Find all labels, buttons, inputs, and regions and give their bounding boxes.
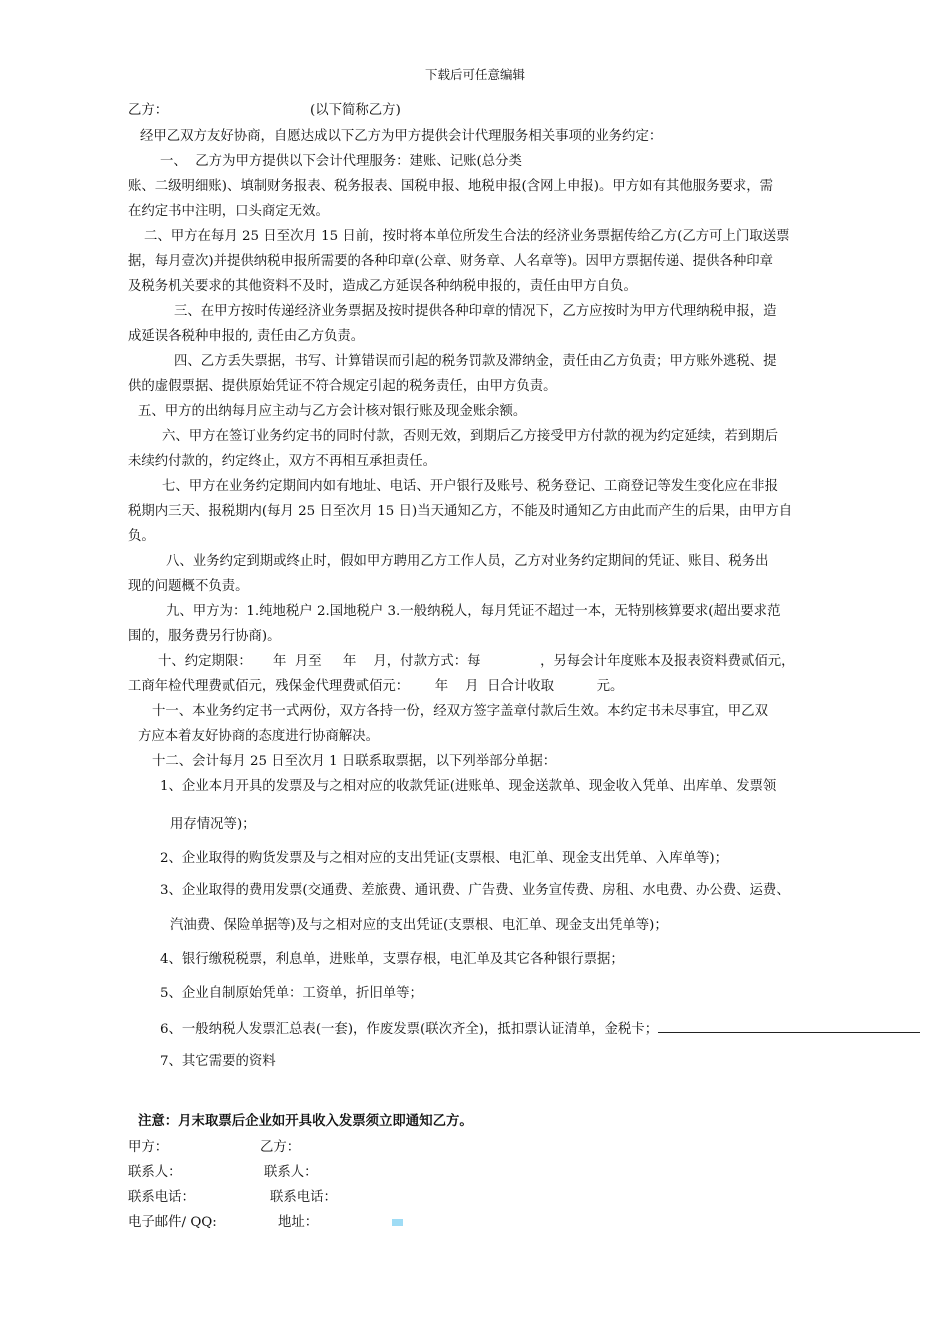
- notice: 注意：月末取票后企业如开具收入发票须立即通知乙方。: [138, 1113, 473, 1129]
- address-b-label: 地址：: [278, 1215, 319, 1230]
- page-header: 下载后可任意编辑: [424, 67, 525, 82]
- list-item: 汽油费、保险单据等)及与之相对应的支出凭证(支票根、电汇单、现金支出凭单等)；: [170, 918, 668, 933]
- fill-in-blank-line: [658, 1019, 920, 1033]
- clause-line: 供的虚假票据、提供原始凭证不符合规定引起的税务责任，由甲方负责。: [128, 379, 557, 394]
- clause-line: 成延误各税种申报的, 责任由乙方负责。: [128, 329, 365, 344]
- clause-line: 七、甲方在业务约定期间内如有地址、电话、开户银行及账号、税务登记、工商登记等发生变化应在非报: [162, 479, 778, 494]
- clause-line: 八、业务约定到期或终止时，假如甲方聘用乙方工作人员，乙方对业务约定期间的凭证、账目、税务出: [166, 554, 769, 569]
- contact-b-label: 联系人：: [264, 1165, 318, 1180]
- clause-line: 三、在甲方按时传递经济业务票据及按时提供各种印章的情况下，乙方应按时为甲方代理纳税申报，造: [174, 304, 777, 319]
- clause-line: 五、甲方的出纳每月应主动与乙方会计核对银行账及现金账余额。: [138, 404, 527, 419]
- intro-paragraph: 经甲乙双方友好协商，自愿达成以下乙方为甲方提供会计代理服务相关事项的业务约定：: [140, 129, 663, 144]
- clause-line: 九、甲方为：1.纯地税户 2.国地税户 3.一般纳税人，每月凭证不超过一本，无特别核算要求(超出要求范: [166, 604, 781, 619]
- contact-a-label: 联系人：: [128, 1165, 182, 1180]
- party-b-label: 乙方：: [128, 103, 169, 118]
- list-item: 3、企业取得的费用发票(交通费、差旅费、通讯费、广告费、业务宣传费、房租、水电费、办公费、运费、: [160, 883, 790, 898]
- clause-line: 现的问题概不负责。: [128, 579, 249, 594]
- list-item: 5、企业自制原始凭单：工资单，折旧单等；: [160, 986, 423, 1001]
- clause-line: 一、 乙方为甲方提供以下会计代理服务：建账、记账(总分类: [160, 154, 522, 169]
- clause-line: 围的，服务费另行协商)。: [128, 629, 281, 644]
- clause-line: 负。: [128, 529, 155, 544]
- party-a-label: 甲方：: [128, 1140, 169, 1155]
- list-item: 4、银行缴税税票，利息单，进账单，支票存根，电汇单及其它各种银行票据；: [160, 952, 624, 967]
- highlight-marker: [392, 1219, 403, 1226]
- list-item: 用存情况等)；: [170, 817, 256, 832]
- clause-line: 四、乙方丢失票据，书写、计算错误而引起的税务罚款及滞纳金，责任由乙方负责；甲方账外逃税、提: [174, 354, 777, 369]
- clause-line: 据，每月壹次)并提供纳税申报所需要的各种印章(公章、财务章、人名章等)。因甲方票据传递、提供各种印章: [128, 254, 774, 269]
- phone-b-label: 联系电话：: [270, 1190, 337, 1205]
- clause-line: 二、甲方在每月 25 日至次月 15 日前，按时将本单位所发生合法的经济业务票据传给乙方(乙方可上门取送票: [144, 229, 790, 244]
- party-b-sign-label: 乙方：: [260, 1140, 301, 1155]
- clause-line: 及税务机关要求的其他资料不及时，造成乙方延误各种纳税申报的，责任由甲方自负。: [128, 279, 637, 294]
- clause-line: 工商年检代理费贰佰元，残保金代理费贰佰元： 年 月 日合计收取 元。: [128, 679, 624, 694]
- clause-line: 十一、本业务约定书一式两份，双方各持一份，经双方签字盖章付款后生效。本约定书未尽事宜，甲乙双: [152, 704, 768, 719]
- list-item: 7、其它需要的资料: [160, 1054, 276, 1069]
- list-item: 2、企业取得的购货发票及与之相对应的支出凭证(支票根、电汇单、现金支出凭单、入库单等)；: [160, 851, 728, 866]
- clause-line: 账、二级明细账)、填制财务报表、税务报表、国税申报、地税申报(含网上申报)。甲方如有其他服务要求，需: [128, 179, 774, 194]
- clause-line: 未续约付款的，约定终止，双方不再相互承担责任。: [128, 454, 436, 469]
- clause-line: 税期内三天、报税期内(每月 25 日至次月 15 日)当天通知乙方，不能及时通知乙方由此而产生的后果，由甲方自: [128, 504, 793, 519]
- list-item: 1、企业本月开具的发票及与之相对应的收款凭证(进账单、现金送款单、现金收入凭单、出库单、发票领: [160, 779, 777, 794]
- phone-a-label: 联系电话：: [128, 1190, 195, 1205]
- list-item: [160, 1019, 920, 1038]
- clause-line: 方应本着友好协商的态度进行协商解决。: [138, 729, 380, 744]
- party-b-note: (以下简称乙方): [310, 103, 401, 118]
- clause-line: 六、甲方在签订业务约定书的同时付款，否则无效，到期后乙方接受甲方付款的视为约定延续，若到期后: [162, 429, 778, 444]
- email-a-label: 电子邮件/ QQ:: [128, 1215, 217, 1230]
- list-item-text: 6、一般纳税人发票汇总表(一套)，作废发票(联次齐全)，抵扣票认证清单，金税卡；: [160, 1022, 659, 1037]
- clause-line: 在约定书中注明，口头商定无效。: [128, 204, 329, 219]
- clause-line: 十、约定期限： 年 月至 年 月，付款方式：每 ，另每会计年度账本及报表资料费贰佰元，: [158, 654, 795, 669]
- clause-line: 十二、会计每月 25 日至次月 1 日联系取票据，以下列举部分单据：: [152, 754, 557, 769]
